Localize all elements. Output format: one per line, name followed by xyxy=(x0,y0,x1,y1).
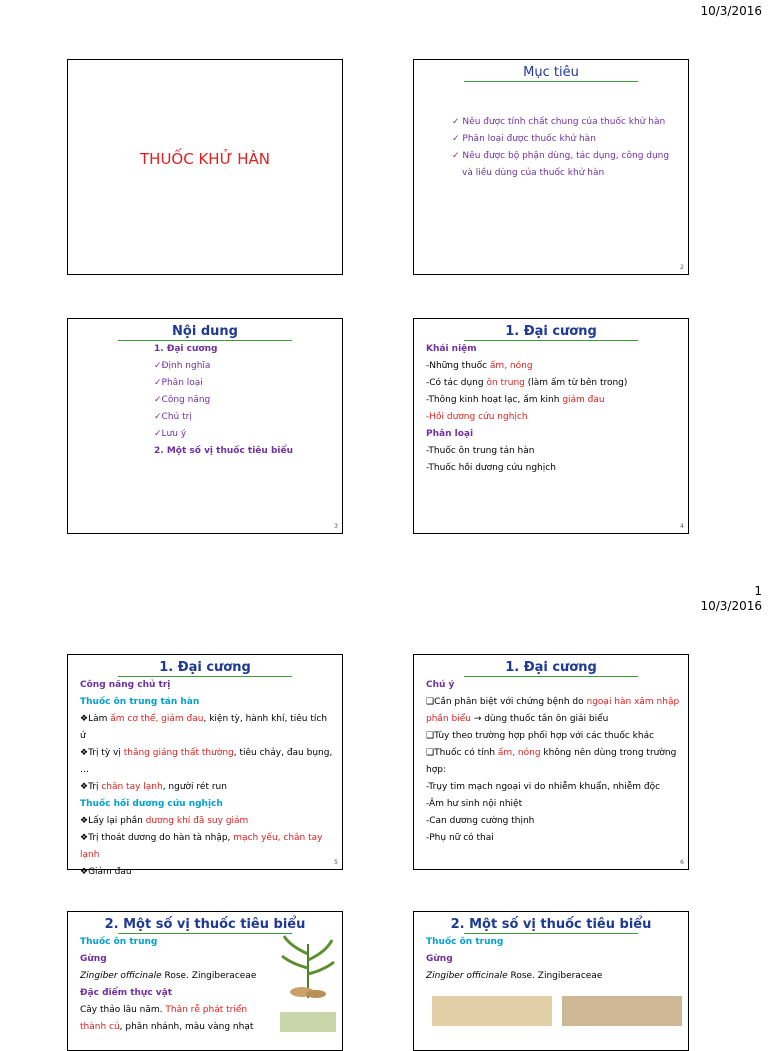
page-number: 1 xyxy=(754,584,762,598)
slide-title: 1. Đại cương xyxy=(505,660,597,675)
slide-7 xyxy=(67,911,343,1051)
list-item: -Có tác dụng ôn trung (làm ấm từ bên trong) xyxy=(426,378,628,388)
slide-body xyxy=(80,934,272,1036)
ginger-field-image xyxy=(280,1012,336,1032)
list-item: -Thông kinh hoạt lạc, ấm kinh giảm đau xyxy=(426,395,605,405)
section-heading: Thuốc ôn trung xyxy=(426,937,504,947)
list-item: và liều dùng của thuốc khử hàn xyxy=(462,168,605,178)
list-item: ❑Tùy theo trường hợp phối hợp với các thuốc khác xyxy=(426,731,655,741)
list-item: ❖Giảm đau xyxy=(80,867,132,877)
ginger-plant-image xyxy=(280,934,336,1000)
slide-3 xyxy=(67,318,343,534)
list-item: Zingiber officinale Rose. Zingiberaceae xyxy=(80,971,257,981)
list-item: ✓ Phân loại được thuốc khử hàn xyxy=(452,134,596,144)
slide-number: 2 xyxy=(680,264,684,271)
slide-number: 3 xyxy=(334,523,338,530)
slide-title: 1. Đại cương xyxy=(159,660,251,675)
section-heading: Gừng xyxy=(80,954,107,964)
list-item: ✓Chủ trị xyxy=(154,412,192,422)
page-date: 10/3/2016 xyxy=(700,599,762,613)
slide-body xyxy=(426,341,680,477)
list-item: ❖Trị tỳ vị thăng giáng thất thường, tiêu chảy, đau bụng, … xyxy=(80,748,333,775)
section-heading: Đặc điểm thực vật xyxy=(80,988,173,998)
ginger-root-photo xyxy=(432,996,552,1026)
list-item: -Những thuốc ấm, nóng xyxy=(426,361,533,371)
slide-title: Mục tiêu xyxy=(523,65,579,80)
list-item: -Âm hư sinh nội nhiệt xyxy=(426,799,523,809)
slide-1 xyxy=(67,59,343,275)
list-item: Cây thảo lâu năm. Thân rễ phát triển xyxy=(80,1005,248,1015)
section-heading: Thuốc ôn trung tán hàn xyxy=(80,697,200,707)
section-heading: Thuốc hồi dương cứu nghịch xyxy=(80,799,223,809)
check-icon: ✓ xyxy=(452,151,460,161)
slide-body xyxy=(426,677,680,847)
slide-title: THUỐC KHỬ HÀN xyxy=(140,150,270,168)
slide-2 xyxy=(413,59,689,275)
section-heading: Công năng chủ trị xyxy=(80,680,171,690)
slide-8 xyxy=(413,911,689,1051)
list-item: ✓Công năng xyxy=(154,395,211,405)
slide-number: 5 xyxy=(334,859,338,866)
list-item: ❑Thuốc có tính ấm, nóng không nên dùng trong trường hợp: xyxy=(426,748,677,775)
list-item: ✓ Nêu được bộ phận dùng, tác dụng, công dụng xyxy=(452,151,670,161)
section-heading: Chú ý xyxy=(426,680,455,690)
slide-number: 6 xyxy=(680,859,684,866)
list-item: ❑Cần phân biệt với chứng bệnh do ngoại hàn xâm nhập xyxy=(426,697,680,707)
slide-body xyxy=(426,934,680,985)
list-item: 1. Đại cương xyxy=(154,344,218,354)
section-heading: Thuốc ôn trung xyxy=(80,937,158,947)
list-item: 2. Một số vị thuốc tiêu biểu xyxy=(154,446,293,456)
list-item: ❖Làm ấm cơ thể, giảm đau, kiện tỳ, hành khí, tiêu tích ứ xyxy=(80,714,328,741)
list-item: -Trụy tim mạch ngoại vi do nhiễm khuẩn, nhiễm độc xyxy=(426,782,661,792)
section-heading: Gừng xyxy=(426,954,453,964)
dried-ginger-photo xyxy=(562,996,682,1026)
list-item: ✓Phân loại xyxy=(154,378,203,388)
list-item: phần biểu → dùng thuốc tân ôn giải biểu xyxy=(426,714,609,724)
title-underline xyxy=(464,81,638,82)
slide-title: 2. Một số vị thuốc tiêu biểu xyxy=(450,917,652,932)
list-item: -Thuốc hồi dương cứu nghịch xyxy=(426,463,556,473)
slide-5 xyxy=(67,654,343,877)
list-item: thành củ, phân nhánh, màu vàng nhạt xyxy=(80,1022,254,1032)
check-icon: ✓ xyxy=(452,117,460,127)
slide-body xyxy=(154,341,334,460)
slide-number: 4 xyxy=(680,523,684,530)
list-item: -Phụ nữ có thai xyxy=(426,833,494,843)
list-item: Zingiber officinale Rose. Zingiberaceae xyxy=(426,971,603,981)
page-date: 10/3/2016 xyxy=(700,4,762,18)
list-item: ❖Trị thoát dương do hàn tà nhập, mạch yếu, chân tay lạnh xyxy=(80,833,323,860)
list-item: -Can dương cường thịnh xyxy=(426,816,535,826)
section-heading: Phân loại xyxy=(426,429,474,439)
slide-title: Nội dung xyxy=(172,324,238,339)
list-item: -Hồi dương cứu nghịch xyxy=(426,412,528,422)
slide-4 xyxy=(413,318,689,534)
list-item: ❖Lấy lại phần dương khí đã suy giảm xyxy=(80,816,249,826)
list-item: ✓ Nêu được tính chất chung của thuốc khử hàn xyxy=(452,117,666,127)
slide-6 xyxy=(413,654,689,870)
list-item: ✓Định nghĩa xyxy=(154,361,211,371)
slide-title: 2. Một số vị thuốc tiêu biểu xyxy=(104,917,306,932)
section-heading: Khái niệm xyxy=(426,344,477,354)
list-item: -Thuốc ôn trung tán hàn xyxy=(426,446,535,456)
slide-title: 1. Đại cương xyxy=(505,324,597,339)
list-item: ✓Lưu ý xyxy=(154,429,187,439)
slide-body xyxy=(80,677,334,881)
slide-body xyxy=(452,114,680,182)
list-item: ❖Trị chân tay lạnh, người rét run xyxy=(80,782,227,792)
check-icon: ✓ xyxy=(452,134,460,144)
